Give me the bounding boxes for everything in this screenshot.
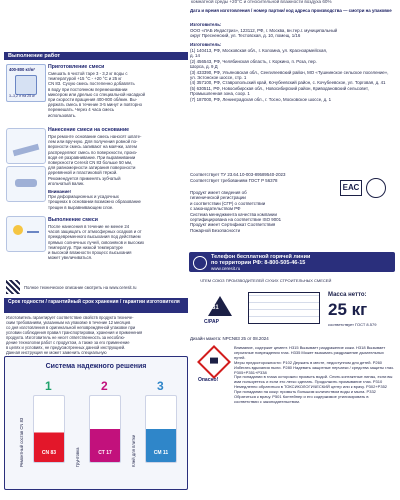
pap-table-icon <box>248 292 320 324</box>
hotline-banner <box>189 252 395 272</box>
system-name-3: Клей для плитки <box>131 434 136 467</box>
step1-text: Смешать в чистой таре 3 - 3,2 кг воды с температурой +15 °С - +20 °С и 25 кг CN 83. Сухую смесь постепенно добавлять в воду при постоянном перемешивании миксером или дрелью со специальной насадкой при скорости вращения 400-800 об/мин. Вы- держать смесь в течение 3-5 минут и повторно перемешать. Через 4 часа смесь использовать. <box>48 71 146 118</box>
product-bag-1: CN 83 <box>33 395 65 463</box>
producers-title: Изготовитель: <box>190 42 222 47</box>
manufacturer-title: Изготовитель: <box>190 22 222 27</box>
warranty-header: Срок годности / гарантийный срок хранения / гарантии изготовителя <box>4 298 188 313</box>
hotline-site: www.ceresit.ru <box>211 266 241 271</box>
recycle-abbr: C/PAP <box>204 319 219 325</box>
hazard-warnings: Внимание, содержит цемент. H315 Вызывает раздражение кожи. H318 Вызывает серьезные повреждения глаз. H335 Может вызывать раздражение дыхательных путей. Меры предосторожности: P102 Держать в месте, недоступном для детей. P260 Избегать вдыхания пыли. P280 Надевать защитные перчатки / средства защиты глаз. P305+P351+P338 При попадании в глаза осторожно промыть водой. Снять контактные линзы, если вы ими пользуетесь и если это легко сделать. Продолжить промывание глаз. P310 Немедленно обратиться в ТОКСИКОЛОГИЧЕСКИЙ центр или к врачу. P302+P352 При попадании на кожу: промыть большим количеством воды и мыла. P332 Обратиться к врачу. P501 Контейнер и его содержимое утилизировать в соответствии с законодательством. <box>234 345 394 404</box>
qr-code <box>6 280 20 294</box>
pad-size-label: 400-800 кг/м² <box>9 67 36 72</box>
product-bag-3: CM 11 <box>145 395 177 463</box>
hotline-title: Телефон бесплатной горячей линии <box>211 254 311 260</box>
system-name-2: Грунтовка <box>75 447 80 467</box>
video-link-text: Полное техническое описание смотреть на www.ceresit.ru <box>24 285 137 290</box>
recycle-org: ЧТЕМ СОЮЗ ПРОИЗВОДИТЕЛЕЙ СУХИХ СТРОИТЕЛЬНЫХ СМЕСЕЙ <box>200 278 332 283</box>
trowel-illustration <box>6 128 46 164</box>
step3-title: Выполнение смеси <box>48 217 98 223</box>
top-line-text: комнатной среды +20°C и относительной влажности воздуха 60% <box>191 0 332 4</box>
product-bag-2: CT 17 <box>89 395 121 463</box>
pad-note: 3–3,2 л на 25 кг <box>9 94 35 98</box>
step2-text: При ремонте основание смесь наносят шпате- лем или вручную. Для получения ровной по- верхности смесь заливают на маячки, затем распределяют смесь по поверхности, произ- водя её разравнивание. При выравнивании поверхности Ceresit CN 83 больше 50 мм, для равномерности затирания поверхности деревянной и пластиковой тёркой. Рекомендуется применять зубчатый игольчатый валик. <box>48 134 142 186</box>
warranty-text: Изготовитель гарантирует соответствие свойств продукта техниче- ским требованиям, указанным на упаковке в течение 12 месяцев со дня изготовления в оригинальной неповреждённой упаковке при условии соблюдения правил транспортировки, хранения и применения продукта. Изготовитель не несет ответственность за несоблю- дение технологии работ с продуктом, а также за его применение в целях и условиях, не предусмотренных данной инструкцией. Данная инструкция не может заменить специальную <box>6 315 143 355</box>
hazard-label: Опасно! <box>198 377 219 383</box>
system-name-1: Ремонтный состав CN 83 <box>19 417 24 467</box>
step1-title: Приготовление смеси <box>48 64 105 70</box>
system-num-2: 2 <box>101 379 108 393</box>
step2-warning: Внимание! При деформационных и усадочных трещинах в основании возможно образование трещин в выравнивающем слое. <box>48 189 141 210</box>
system-box <box>4 356 188 490</box>
system-num-3: 3 <box>157 379 164 393</box>
producers-list: (1) 140413, РФ, Московская обл., г. Коломна, ул. Красноармейская, д. 14 (2) 456543, РФ, Челябинская область, г. Коркино, п. Роза, пер. Шорса, д. 9 Д (3) 433390, РФ, Ульяновская обл., Сенгилеевский район, МО «Тушнинское сельское поселение», ул. Эстонское шоссе, стр. 1 (4) 357100, РФ, Ставропольский край, Кочубеевский район, с. Кочубеевское, ул. Торговая, д. 41 (5) 630511, РФ, Новосибирская обл., Новосибирский район, Криводановский сельсовет, Промышленная зона, соор. 1 (7) 187000, РФ, Ленинградская обл., г. Тосно, Московское шоссе, д. 1 <box>190 48 389 102</box>
rst-mark-icon <box>366 178 386 198</box>
phone-icon <box>193 256 207 270</box>
eac-mark-icon: ЕАС <box>340 180 362 196</box>
system-title: Система надежного решения <box>45 363 147 370</box>
certification-text: Продукт имеет сведения об гигиенической регистрации и соответствии (СГР) о соответствии с законодательством РФ Система менеджмента качества компании сертифицирована на соответствие ISO 9001 Продукт имеет Сертификат Соответствия Пожарной Безопасности <box>190 190 282 233</box>
work-section-title: Выполнение работ <box>8 53 61 59</box>
net-weight: Масса нетто: 25 кг соответствует ГОСТ 8.579 <box>328 292 377 327</box>
drying-illustration <box>6 216 46 252</box>
lot-header: Дата и время изготовления / номер партии/ код адреса производства — смотри на упаковке <box>190 8 392 13</box>
design-code: Дизайн макета: NPCN83 25 от 08.2024 <box>190 336 269 341</box>
mixing-ratio-icon <box>6 64 46 102</box>
manufacturer-text: ООО «ЛАБ Индастриз», 123112, РФ, г. Москва, вн.тер.г. муниципальный округ Пресненский, ул. Тестовская, д. 10, помещ. 1/16 <box>190 28 338 39</box>
tu-text: Соответствует ТУ 23.64.10-003-89589540-2023 <box>190 172 286 177</box>
step3-text: После нанесения в течение не менее 24 часов защищать от атмосферных осадков и от преждевременного высыхания под действием прямых солнечных лучей, сквозняков и высоких температур. При низкой температуре и высокой влажности процесс высыхания может увеличиваться. <box>48 224 145 261</box>
work-section-header <box>4 52 188 60</box>
hotline-number: по территории РФ: 8-800-505-46-15 <box>211 260 306 266</box>
system-num-1: 1 <box>45 379 52 393</box>
recycle-code: 81 <box>212 305 219 311</box>
step2-title: Нанесение смеси на основание <box>48 127 130 133</box>
bucket-icon <box>15 75 37 95</box>
roller-illustration <box>6 166 46 202</box>
gost-text: Соответствует требованиям ГОСТ Р 56378 <box>190 178 278 183</box>
hazard-pictogram-icon <box>197 345 231 379</box>
